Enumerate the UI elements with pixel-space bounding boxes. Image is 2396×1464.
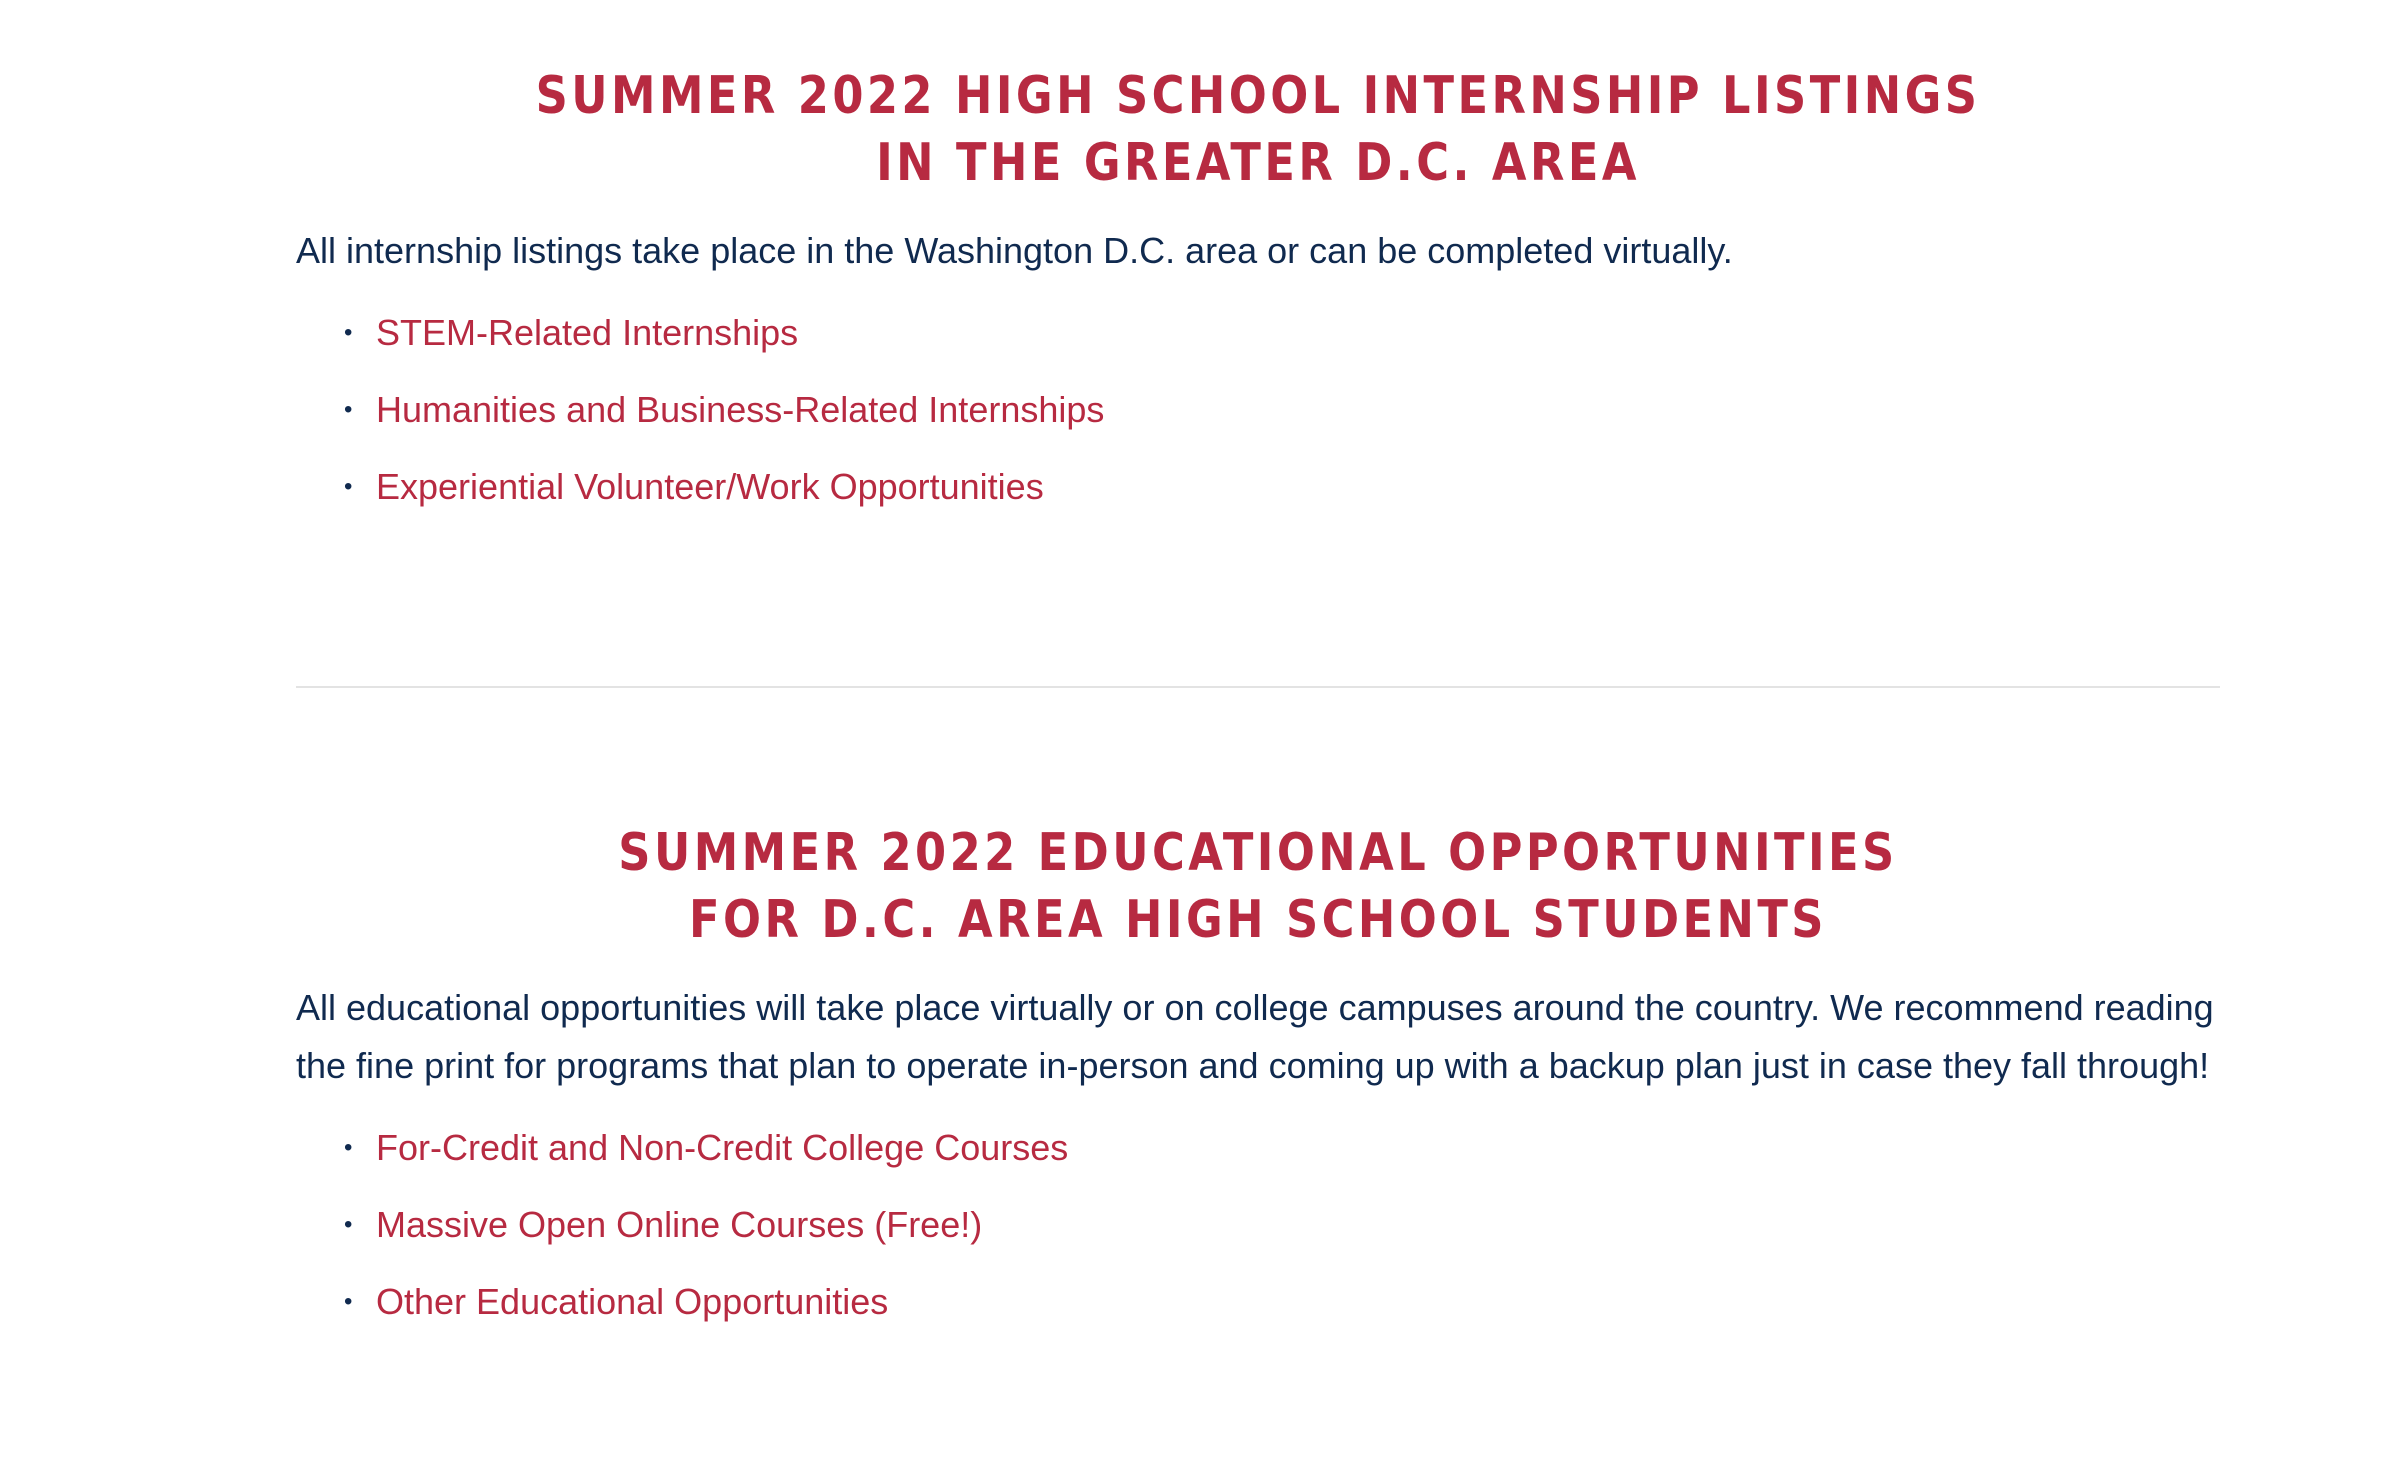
- bullet-icon: •: [344, 1288, 353, 1315]
- bullet-icon: •: [344, 319, 353, 346]
- page-content: [296, 0, 2220, 1322]
- bullet-icon: •: [344, 473, 353, 500]
- bullet-icon: •: [344, 1134, 353, 1161]
- bullet-icon: •: [344, 396, 353, 423]
- list-item: [344, 448, 2220, 525]
- internships-link-list: [296, 294, 2220, 525]
- section-divider: [296, 686, 2220, 688]
- education-heading-line2: FOR D.C. AREA HIGH SCHOOL STUDENTS: [689, 890, 1827, 950]
- internships-heading: [431, 63, 2086, 197]
- internships-section: [296, 63, 2220, 525]
- other-educational-opportunities-link[interactable]: Other Educational Opportunities: [376, 1281, 889, 1322]
- volunteer-work-opportunities-link[interactable]: Experiential Volunteer/Work Opportunities: [376, 466, 1044, 507]
- college-courses-link[interactable]: For-Credit and Non-Credit College Courses: [376, 1127, 1069, 1168]
- education-link-list: [296, 1109, 2220, 1340]
- education-section: [296, 820, 2220, 1340]
- list-item: [344, 1109, 2220, 1186]
- internships-heading-line2: IN THE GREATER D.C. AREA: [876, 133, 1640, 193]
- list-item: [344, 1186, 2220, 1263]
- moocs-link[interactable]: Massive Open Online Courses (Free!): [376, 1204, 983, 1245]
- internships-heading-line1: SUMMER 2022 HIGH SCHOOL INTERNSHIP LISTINGS: [535, 66, 1981, 126]
- education-heading-line1: SUMMER 2022 EDUCATIONAL OPPORTUNITIES: [618, 823, 1898, 883]
- education-heading: [431, 820, 2086, 954]
- humanities-business-internships-link[interactable]: Humanities and Business-Related Internships: [376, 389, 1105, 430]
- internships-intro: All internship listings take place in the Washington D.C. area or can be completed virtually.: [296, 230, 1733, 271]
- bullet-icon: •: [344, 1211, 353, 1238]
- list-item: [344, 294, 2220, 371]
- education-intro: All educational opportunities will take place virtually or on college campuses around the country. We recommend reading the fine print for programs that plan to operate in-person and coming up with a backup plan just in case they fall through!: [296, 987, 2214, 1086]
- list-item: [344, 1263, 2220, 1340]
- list-item: [344, 371, 2220, 448]
- stem-internships-link[interactable]: STEM-Related Internships: [376, 312, 799, 353]
